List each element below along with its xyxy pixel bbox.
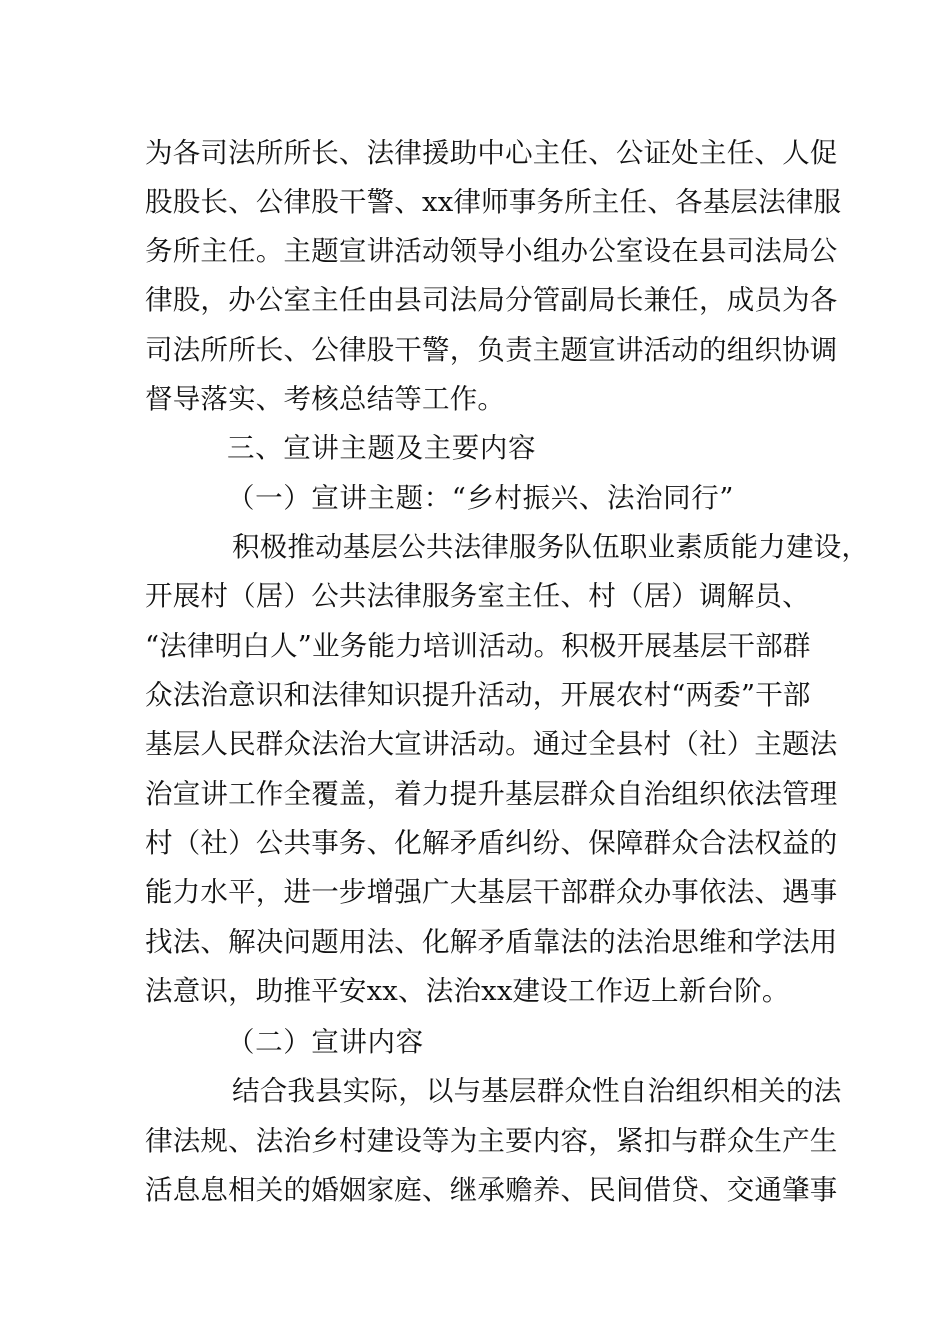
text-line: 司法所所长、公律股干警，负责主题宣讲活动的组织协调 [145, 334, 838, 366]
text-line: 为各司法所所长、法律援助中心主任、公证处主任、人促 [145, 137, 838, 169]
text-line: 能力水平，进一步增强广大基层干部群众办事依法、遇事 [145, 876, 838, 908]
text-line: 务所主任。主题宣讲活动领导小组办公室设在县司法局公 [145, 235, 838, 267]
subsection-heading: （一）宣讲主题：“乡村振兴、法治同行” [227, 482, 735, 514]
text-line: 结合我县实际，以与基层群众性自治组织相关的法 [232, 1075, 842, 1107]
text-line: 律法规、法治乡村建设等为主要内容，紧扣与群众生产生 [145, 1125, 838, 1157]
text-line: 法意识，助推平安xx、法治xx建设工作迈上新台阶。 [145, 975, 790, 1007]
text-line: 村（社）公共事务、化解矛盾纠纷、保障群众合法权益的 [145, 827, 838, 859]
text-line: 律股，办公室主任由县司法局分管副局长兼任，成员为各 [145, 284, 838, 316]
section-heading: 三、宣讲主题及主要内容 [227, 432, 537, 464]
text-line: 众法治意识和法律知识提升活动，开展农村“两委”干部 [145, 679, 811, 711]
text-line: 基层人民群众法治大宣讲活动。通过全县村（社）主题法 [145, 728, 838, 760]
text-line: 开展村（居）公共法律服务室主任、村（居）调解员、 [145, 580, 810, 612]
text-line: “法律明白人”业务能力培训活动。积极开展基层干部群 [145, 630, 811, 662]
text-line: 找法、解决问题用法、化解矛盾靠法的法治思维和学法用 [145, 926, 838, 958]
text-line: 治宣讲工作全覆盖，着力提升基层群众自治组织依法管理 [145, 778, 838, 810]
text-line: 活息息相关的婚姻家庭、继承赡养、民间借贷、交通肇事 [145, 1174, 838, 1206]
subsection-heading: （二）宣讲内容 [227, 1026, 424, 1058]
text-line: 督导落实、考核总结等工作。 [145, 383, 506, 415]
text-line: 积极推动基层公共法律服务队伍职业素质能力建设， [232, 531, 870, 563]
text-line: 股股长、公律股干警、xx律师事务所主任、各基层法律服 [145, 186, 842, 218]
